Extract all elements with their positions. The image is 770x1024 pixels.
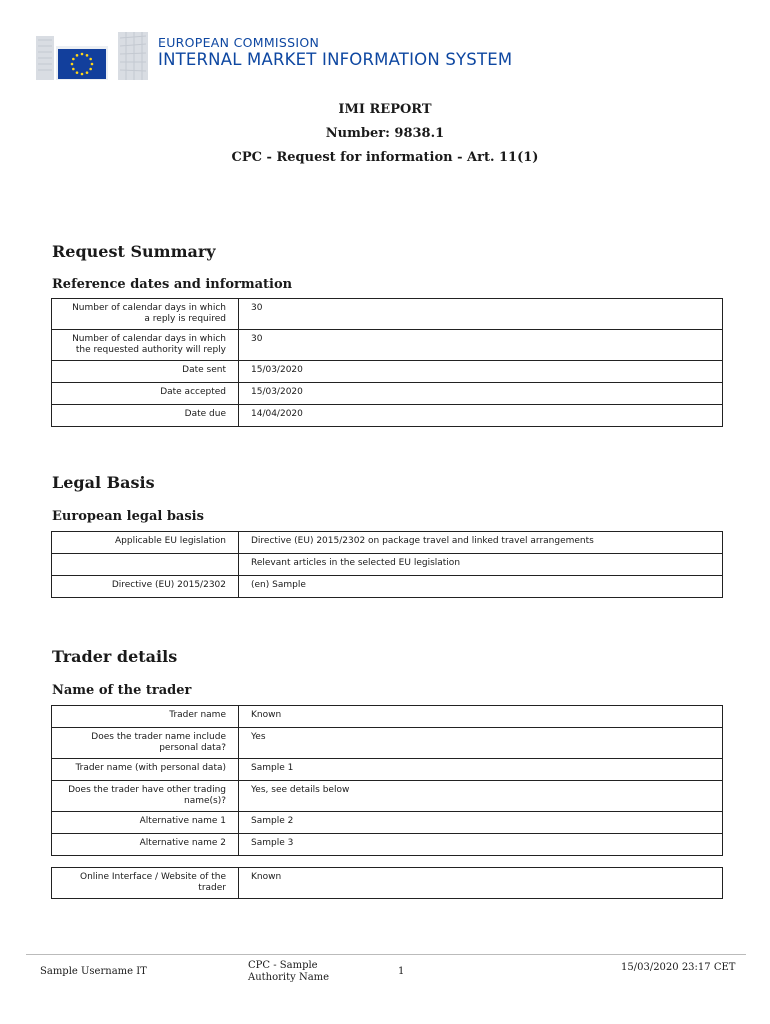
table-row xyxy=(52,330,723,361)
subheading-reference-dates: Reference dates and information xyxy=(52,277,293,292)
report-subject: CPC - Request for information - Art. 11(1) xyxy=(231,150,539,165)
eu-star-icon xyxy=(89,68,92,71)
eu-star-icon xyxy=(72,58,75,61)
reference-dates-table xyxy=(51,298,723,427)
row-value: 14/04/2020 xyxy=(239,405,723,427)
row-value: Known xyxy=(239,868,723,899)
row-value: Directive (EU) 2015/2302 on package travel and linked travel arrangements xyxy=(239,532,723,554)
row-label: Trader name xyxy=(52,706,239,728)
table-row xyxy=(52,728,723,759)
table-row xyxy=(52,781,723,812)
eu-star-icon xyxy=(72,68,75,71)
row-label: Does the trader name include personal data? xyxy=(52,728,239,759)
row-label: Number of calendar days in which the requested authority will reply xyxy=(52,330,239,361)
row-value: Yes xyxy=(239,728,723,759)
row-label: Trader name (with personal data) xyxy=(52,759,239,781)
org-name xyxy=(158,36,512,70)
row-label: Applicable EU legislation xyxy=(52,532,239,554)
trader-name-table xyxy=(51,705,723,856)
table-row xyxy=(52,383,723,405)
report-title-block xyxy=(0,100,770,172)
table-row xyxy=(52,405,723,427)
row-label: Date accepted xyxy=(52,383,239,405)
row-value: 30 xyxy=(239,299,723,330)
org-line2: INTERNAL MARKET INFORMATION SYSTEM xyxy=(158,50,513,69)
table-row xyxy=(52,812,723,834)
row-label: Online Interface / Website of the trader xyxy=(52,868,239,899)
row-label: Directive (EU) 2015/2302 xyxy=(52,576,239,598)
section-heading-legal-basis: Legal Basis xyxy=(52,473,155,492)
row-label: Alternative name 1 xyxy=(52,812,239,834)
org-line1: EUROPEAN COMMISSION xyxy=(158,35,320,50)
table-row xyxy=(52,759,723,781)
section-heading-request-summary: Request Summary xyxy=(52,242,216,261)
eu-star-icon xyxy=(81,53,84,56)
table-row xyxy=(52,299,723,330)
subheading-european-legal-basis: European legal basis xyxy=(52,509,204,524)
row-label: Number of calendar days in which a reply is required xyxy=(52,299,239,330)
row-label xyxy=(52,554,239,576)
eu-star-icon xyxy=(86,54,89,57)
row-value: 15/03/2020 xyxy=(239,361,723,383)
table-row xyxy=(52,532,723,554)
report-title: IMI REPORT xyxy=(338,102,432,117)
footer-page-number: 1 xyxy=(398,966,405,977)
page-footer xyxy=(26,954,746,1005)
eu-star-icon xyxy=(71,63,74,66)
table-row xyxy=(52,706,723,728)
trader-website-table xyxy=(51,867,723,899)
eu-star-icon xyxy=(81,73,84,76)
table-row xyxy=(52,834,723,856)
eu-star-icon xyxy=(89,58,92,61)
legal-basis-table xyxy=(51,531,723,598)
row-value: Sample 1 xyxy=(239,759,723,781)
report-number: Number: 9838.1 xyxy=(325,126,445,141)
table-row xyxy=(52,361,723,383)
eu-star-icon xyxy=(76,71,79,74)
row-label: Does the trader have other trading name(s)? xyxy=(52,781,239,812)
row-value: 30 xyxy=(239,330,723,361)
table-row xyxy=(52,868,723,899)
footer-authority-line1: CPC - Sample xyxy=(248,960,318,971)
footer-authority-line2: Authority Name xyxy=(248,972,330,983)
row-value: Sample 3 xyxy=(239,834,723,856)
row-label: Alternative name 2 xyxy=(52,834,239,856)
row-value: Sample 2 xyxy=(239,812,723,834)
row-value: 15/03/2020 xyxy=(239,383,723,405)
subheading-name-of-trader: Name of the trader xyxy=(52,683,192,698)
eu-star-icon xyxy=(86,71,89,74)
eu-star-icon xyxy=(91,63,94,66)
row-label: Date sent xyxy=(52,361,239,383)
eu-star-icon xyxy=(76,54,79,57)
section-heading-trader-details: Trader details xyxy=(52,647,178,666)
table-row xyxy=(52,576,723,598)
footer-timestamp: 15/03/2020 23:17 CET xyxy=(621,962,736,973)
row-label: Date due xyxy=(52,405,239,427)
page-header xyxy=(34,26,554,82)
footer-user: Sample Username IT xyxy=(40,966,147,977)
table-row xyxy=(52,554,723,576)
row-value: Relevant articles in the selected EU legislation xyxy=(239,554,723,576)
row-value: Known xyxy=(239,706,723,728)
row-value: Yes, see details below xyxy=(239,781,723,812)
row-value: (en) Sample xyxy=(239,576,723,598)
eu-flag-icon xyxy=(34,26,152,82)
